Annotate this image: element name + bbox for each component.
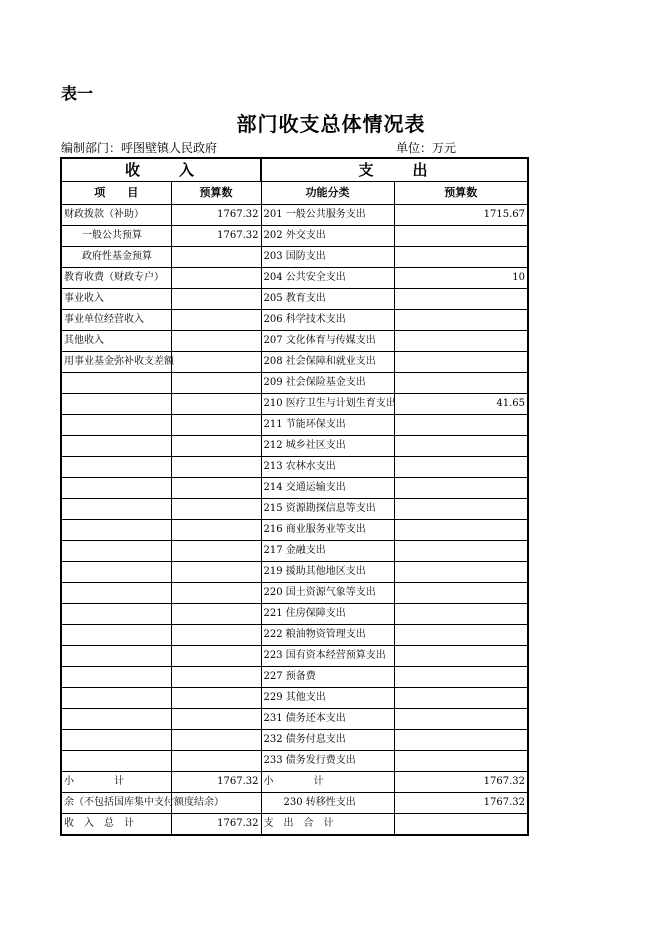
table-row <box>61 457 528 478</box>
table-row <box>61 373 528 394</box>
expense-budget-cell <box>394 247 528 268</box>
income-budget-cell <box>171 583 261 604</box>
expense-item-cell: 209 社会保险基金支出 <box>261 373 394 394</box>
table-row <box>61 499 528 520</box>
income-item-cell <box>61 646 171 667</box>
expense-budget-cell <box>394 625 528 646</box>
income-item-cell: 财政拨款（补助） <box>61 205 171 226</box>
income-section-header: 收 入 <box>61 158 261 182</box>
expense-budget-cell: 1767.32 <box>394 793 528 814</box>
income-budget-cell: 1767.32 <box>171 814 261 836</box>
expense-item-cell: 小 计 <box>261 772 394 793</box>
table-row <box>61 562 528 583</box>
expense-budget-cell <box>394 667 528 688</box>
expense-item-cell: 214 交通运输支出 <box>261 478 394 499</box>
income-budget-cell <box>171 541 261 562</box>
income-budget-cell <box>171 331 261 352</box>
expense-section-header: 支 出 <box>261 158 528 182</box>
table-row <box>61 520 528 541</box>
table-row <box>61 205 528 226</box>
income-budget-cell <box>171 604 261 625</box>
income-budget-cell: 1767.32 <box>171 772 261 793</box>
col-income-item: 项 目 <box>61 182 171 205</box>
expense-budget-cell <box>394 583 528 604</box>
income-item-cell: 用事业基金弥补收支差额 <box>61 352 171 373</box>
table-row <box>61 709 528 730</box>
expense-budget-cell <box>394 730 528 751</box>
income-budget-cell <box>171 457 261 478</box>
expense-item-cell: 233 债务发行费支出 <box>261 751 394 772</box>
expense-item-cell: 210 医疗卫生与计划生育支出 <box>261 394 394 415</box>
table-row <box>61 751 528 772</box>
income-item-cell <box>61 709 171 730</box>
section-header-row <box>61 158 528 182</box>
table-row <box>61 415 528 436</box>
income-item-cell <box>61 373 171 394</box>
expense-budget-cell <box>394 709 528 730</box>
expense-item-cell: 220 国土资源气象等支出 <box>261 583 394 604</box>
page-title: 部门收支总体情况表 <box>236 112 426 136</box>
income-item-cell <box>61 394 171 415</box>
income-item-cell: 收 入 总 计 <box>61 814 171 836</box>
expense-item-cell: 219 援助其他地区支出 <box>261 562 394 583</box>
table-row <box>61 583 528 604</box>
income-item-cell <box>61 667 171 688</box>
table-row <box>61 646 528 667</box>
table-row <box>61 793 528 814</box>
table-row <box>61 247 528 268</box>
expense-budget-cell <box>394 226 528 247</box>
table-row <box>61 772 528 793</box>
expense-budget-cell <box>394 541 528 562</box>
income-budget-cell <box>171 289 261 310</box>
table-row <box>61 289 528 310</box>
income-budget-cell <box>171 436 261 457</box>
income-budget-cell <box>171 373 261 394</box>
table-row <box>61 541 528 562</box>
income-item-cell <box>61 583 171 604</box>
expense-item-cell: 227 预备费 <box>261 667 394 688</box>
expense-budget-cell <box>394 751 528 772</box>
expense-budget-cell <box>394 457 528 478</box>
expense-item-cell: 216 商业服务业等支出 <box>261 520 394 541</box>
income-item-cell: 其他收入 <box>61 331 171 352</box>
income-item-cell: 小 计 <box>61 772 171 793</box>
expense-budget-cell <box>394 520 528 541</box>
col-income-budget: 预算数 <box>171 182 261 205</box>
income-item-cell: 教育收费（财政专户） <box>61 268 171 289</box>
expense-budget-cell: 10 <box>394 268 528 289</box>
expense-item-cell: 205 教育支出 <box>261 289 394 310</box>
expense-item-cell: 221 住房保障支出 <box>261 604 394 625</box>
expense-item-cell: 212 城乡社区支出 <box>261 436 394 457</box>
income-budget-cell <box>171 562 261 583</box>
income-budget-cell: 1767.32 <box>171 226 261 247</box>
table-row <box>61 226 528 247</box>
table-row <box>61 667 528 688</box>
expense-item-cell: 201 一般公共服务支出 <box>261 205 394 226</box>
expense-item-cell: 208 社会保障和就业支出 <box>261 352 394 373</box>
expense-item-cell: 204 公共安全支出 <box>261 268 394 289</box>
col-expense-item: 功能分类 <box>261 182 394 205</box>
income-budget-cell <box>171 709 261 730</box>
table-body <box>61 205 528 836</box>
income-item-cell <box>61 478 171 499</box>
expense-budget-cell <box>394 415 528 436</box>
income-budget-cell <box>171 520 261 541</box>
expense-budget-cell <box>394 436 528 457</box>
income-item-cell <box>61 751 171 772</box>
expense-budget-cell <box>394 478 528 499</box>
income-item-cell <box>61 562 171 583</box>
income-budget-cell <box>171 646 261 667</box>
table-row <box>61 688 528 709</box>
income-budget-cell <box>171 688 261 709</box>
expense-item-cell: 229 其他支出 <box>261 688 394 709</box>
table-row <box>61 268 528 289</box>
expense-item-cell: 支 出 合 计 <box>261 814 394 836</box>
income-item-cell <box>61 688 171 709</box>
expense-item-cell: 230 转移性支出 <box>261 793 394 814</box>
budget-table <box>60 157 529 836</box>
table-row <box>61 730 528 751</box>
expense-budget-cell: 41.65 <box>394 394 528 415</box>
expense-item-cell: 223 国有资本经营预算支出 <box>261 646 394 667</box>
column-header-row <box>61 182 528 205</box>
expense-item-cell: 213 农林水支出 <box>261 457 394 478</box>
expense-item-cell: 206 科学技术支出 <box>261 310 394 331</box>
table-row <box>61 625 528 646</box>
income-item-cell: 余（不包括国库集中支付额度结余） <box>61 793 171 814</box>
table-row <box>61 814 528 836</box>
expense-budget-cell <box>394 331 528 352</box>
income-budget-cell <box>171 499 261 520</box>
expense-budget-cell: 1715.67 <box>394 205 528 226</box>
income-budget-cell <box>171 352 261 373</box>
income-item-cell <box>61 625 171 646</box>
expense-budget-cell: 1767.32 <box>394 772 528 793</box>
income-budget-cell <box>171 394 261 415</box>
income-item-cell <box>61 541 171 562</box>
col-expense-budget: 预算数 <box>394 182 528 205</box>
expense-item-cell: 203 国防支出 <box>261 247 394 268</box>
expense-item-cell: 207 文化体育与传媒支出 <box>261 331 394 352</box>
expense-budget-cell <box>394 373 528 394</box>
income-budget-cell <box>171 310 261 331</box>
income-budget-cell <box>171 667 261 688</box>
expense-item-cell: 211 节能环保支出 <box>261 415 394 436</box>
expense-budget-cell <box>394 646 528 667</box>
income-budget-cell <box>171 625 261 646</box>
income-budget-cell <box>171 415 261 436</box>
expense-budget-cell <box>394 814 528 836</box>
income-item-cell <box>61 730 171 751</box>
income-budget-cell <box>171 751 261 772</box>
table-row <box>61 478 528 499</box>
income-item-cell: 事业收入 <box>61 289 171 310</box>
expense-item-cell: 202 外交支出 <box>261 226 394 247</box>
expense-item-cell: 222 粮油物资管理支出 <box>261 625 394 646</box>
table-row <box>61 352 528 373</box>
income-item-cell: 一般公共预算 <box>61 226 171 247</box>
expense-item-cell: 232 债务付息支出 <box>261 730 394 751</box>
table-row <box>61 331 528 352</box>
expense-budget-cell <box>394 604 528 625</box>
income-item-cell <box>61 436 171 457</box>
income-item-cell <box>61 520 171 541</box>
unit-label: 单位：万元 <box>396 141 457 155</box>
income-item-cell: 事业单位经营收入 <box>61 310 171 331</box>
expense-budget-cell <box>394 562 528 583</box>
table-row <box>61 436 528 457</box>
income-item-cell <box>61 457 171 478</box>
income-item-cell <box>61 604 171 625</box>
expense-budget-cell <box>394 289 528 310</box>
expense-item-cell: 231 债务还本支出 <box>261 709 394 730</box>
income-budget-cell <box>171 478 261 499</box>
expense-budget-cell <box>394 499 528 520</box>
expense-item-cell: 217 金融支出 <box>261 541 394 562</box>
table-row <box>61 394 528 415</box>
income-item-cell <box>61 499 171 520</box>
table-row <box>61 604 528 625</box>
income-budget-cell <box>171 730 261 751</box>
income-budget-cell <box>171 247 261 268</box>
income-budget-cell <box>171 268 261 289</box>
income-item-cell: 政府性基金预算 <box>61 247 171 268</box>
expense-budget-cell <box>394 310 528 331</box>
table-row <box>61 310 528 331</box>
expense-budget-cell <box>394 688 528 709</box>
expense-budget-cell <box>394 352 528 373</box>
expense-item-cell: 215 资源勘探信息等支出 <box>261 499 394 520</box>
income-item-cell <box>61 415 171 436</box>
sheet-label: 表一 <box>61 84 94 103</box>
department-label: 编制部门：呼图壁镇人民政府 <box>61 141 218 155</box>
income-budget-cell: 1767.32 <box>171 205 261 226</box>
